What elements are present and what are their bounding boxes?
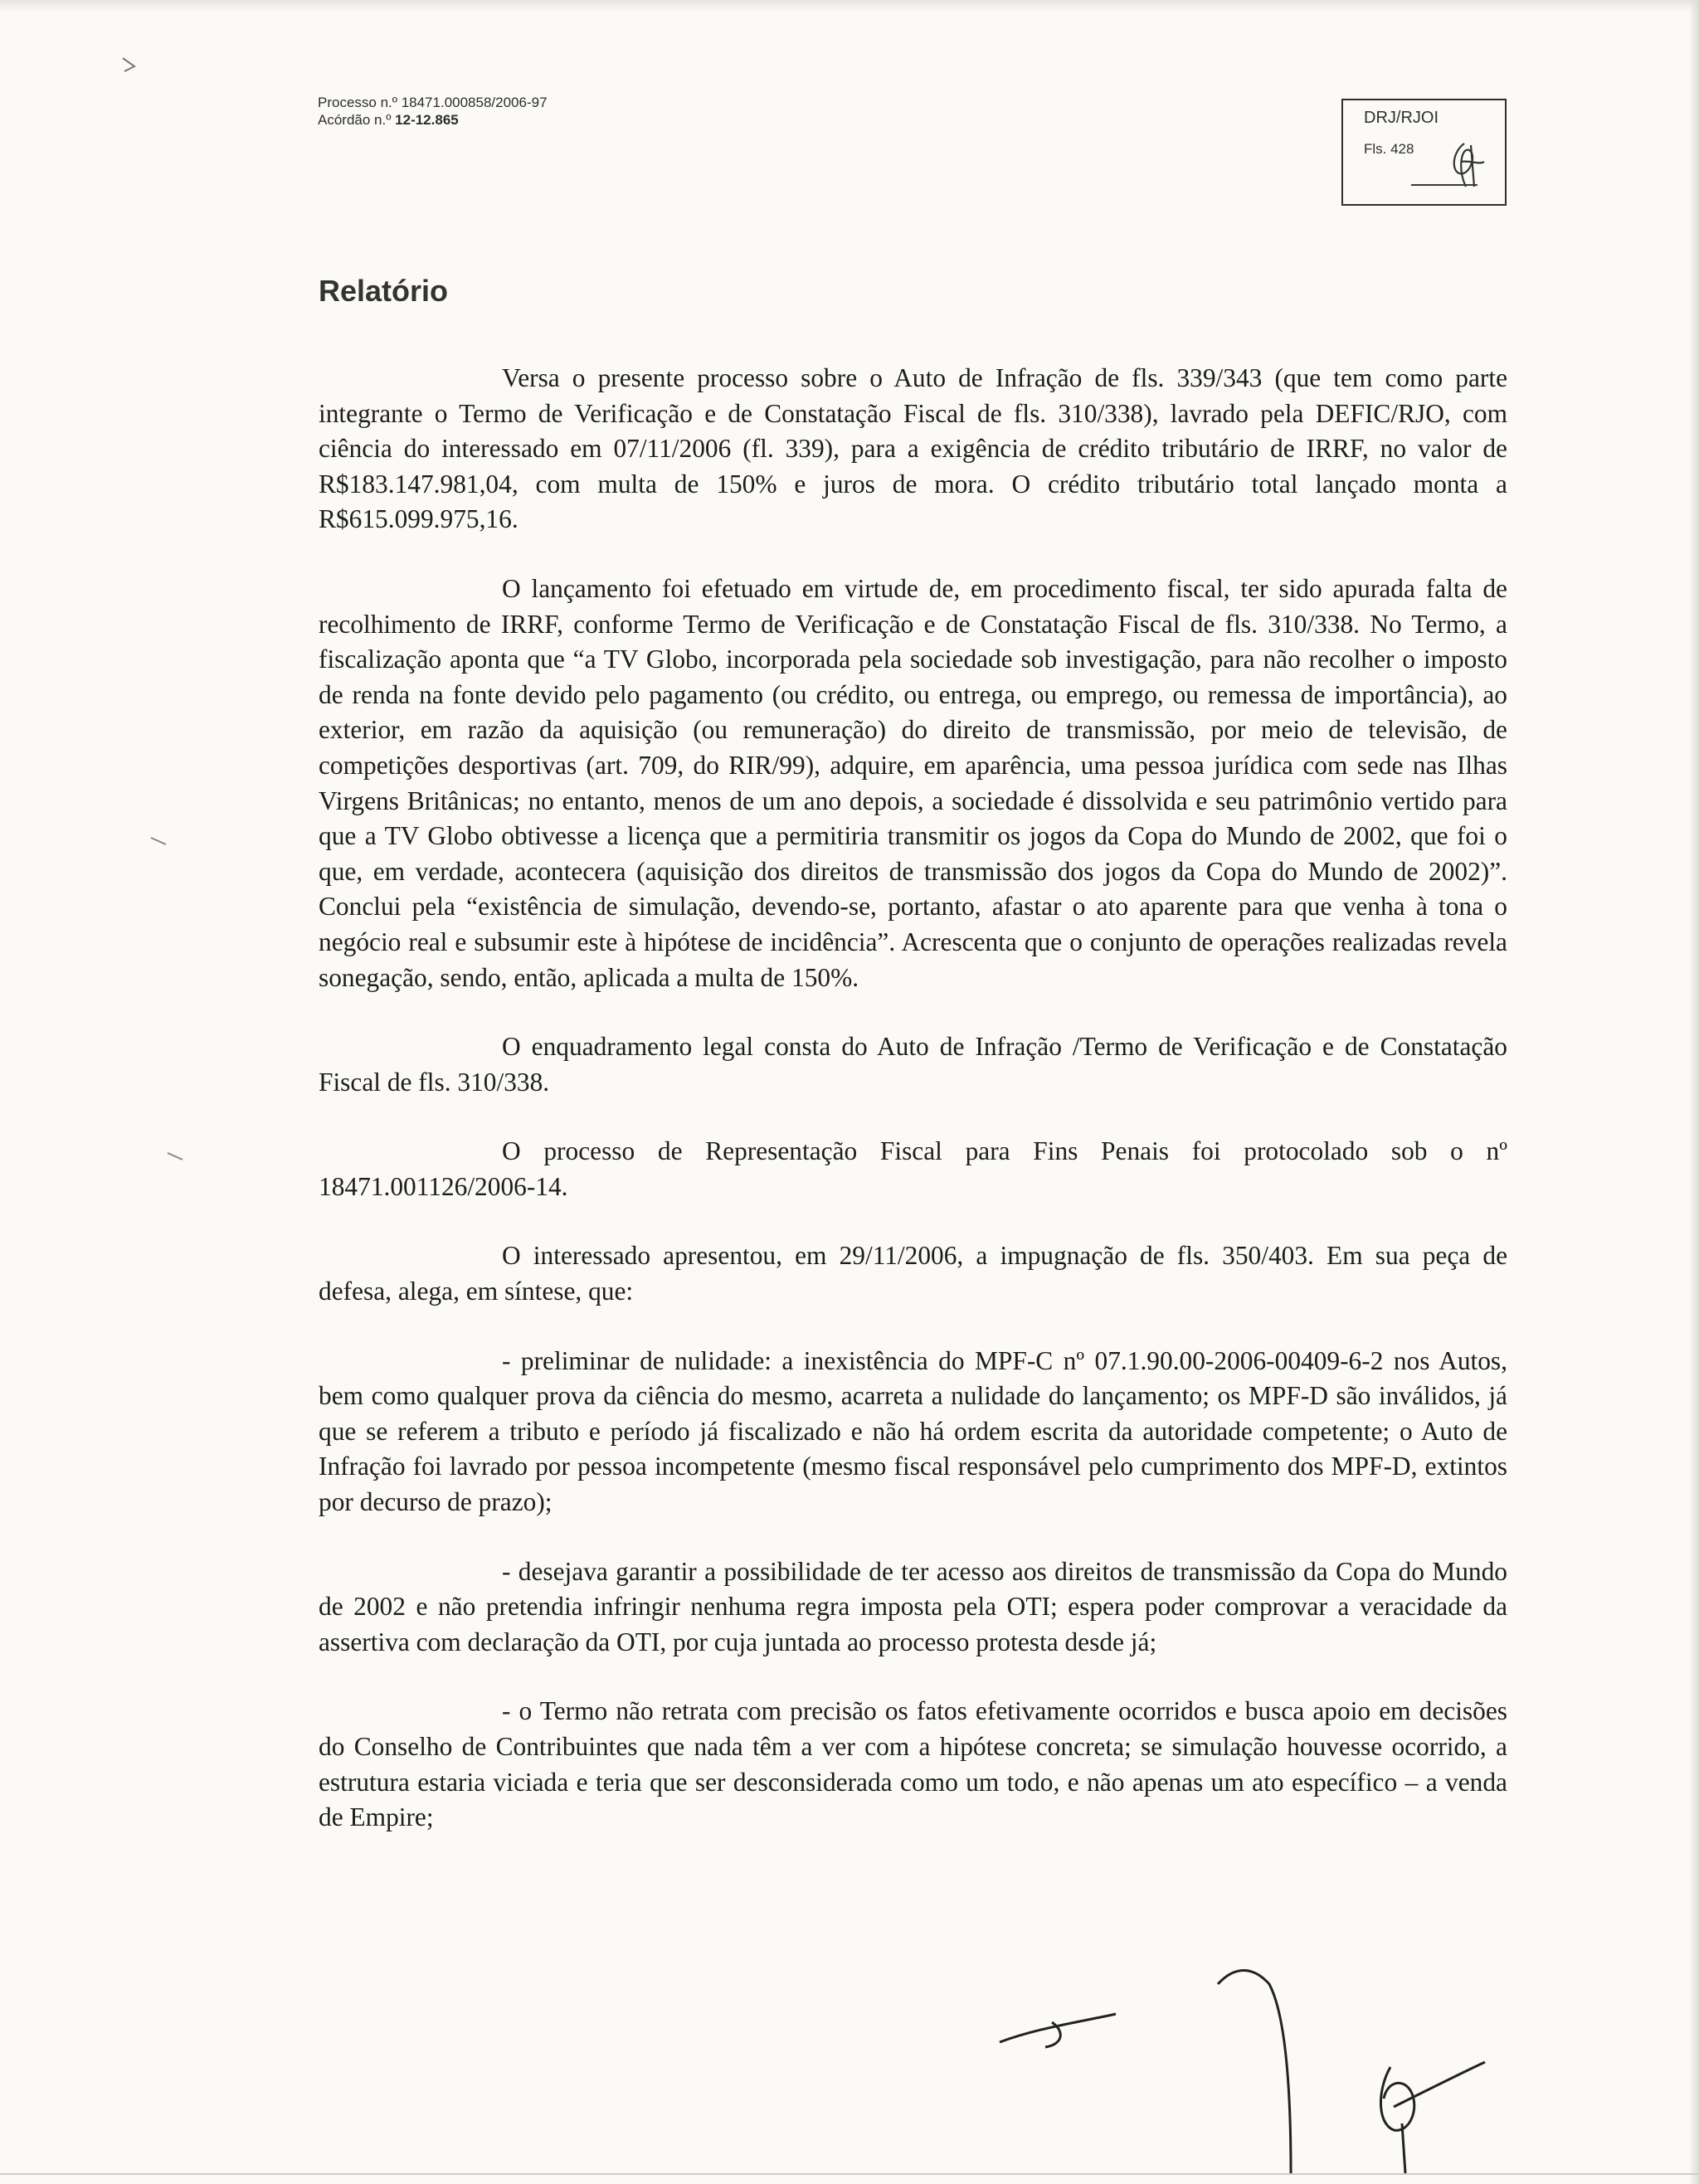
paragraph-impugnation: O interessado apresentou, em 29/11/2006, a impugnação de fls. 350/403. Em sua peça de defesa, alega, em síntese, que: (319, 1241, 1507, 1306)
stamp-signature-line (1411, 184, 1477, 186)
argument-broadcast-rights: - desejava garantir a possibilidade de ter acesso aos direitos de transmissão da Copa do Mundo de 2002 e não pretendia infringir nenhuma regra imposta pela OTI; espera poder comprovar a veracidade da assertiva com declaração da OTI, por cuja juntada ao processo protesta desde já; (319, 1556, 1507, 1656)
process-number: Processo n.º 18471.000858/2006-97 (318, 95, 548, 110)
paragraph-assessment: O lançamento foi efetuado em virtude de, em procedimento fiscal, ter sido apurada falta de recolhimento de IRRF, conforme Termo de Verificação e de Constatação Fiscal de fls. 310/338. No Termo, a fiscalização aponta que “a TV Globo, incorporada pela sociedade sob investigação, para não recolher o imposto de renda na fonte devido pelo pagamento (ou crédito, ou entrega, ou emprego, ou remessa de importância), ao exterior, em razão da aquisição (ou remuneração) do direito de transmissão, por meio de televisão, de competições desportivas (art. 709, do RIR/99), adquire, em aparência, uma pessoa jurídica com sede nas Ilhas Virgens Britânicas; no entanto, menos de um ano depois, a sociedade é dissolvida e seu patrimônio vertido para que a TV Globo obtivesse a licença que a permitiria transmitir os jogos da Copa do Mundo de 2002, que foi o que, em verdade, acontecera (aquisição dos direitos de transmissão dos jogos da Copa do Mundo de 2002)”. Conclui pela “existência de simulação, devendo-se, portanto, afastar o ato aparente para que venha à tona o negócio real e subsumir este à hipótese de incidência”. Acrescenta que o conjunto de operações realizadas revela sonegação, sendo, então, aplicada a multa de 150%. (319, 573, 1507, 992)
document-header (318, 94, 548, 129)
acordao-number (318, 111, 548, 129)
scan-top-edge (0, 0, 1699, 12)
acordao-value: 12-12.865 (395, 112, 459, 128)
scan-mark-top-left-icon (123, 58, 134, 71)
rubric-left-icon (1000, 2014, 1116, 2047)
paragraph-criminal-representation: O processo de Representação Fiscal para Fins Penais foi protocolado sob o nº 18471.001126/2006-14. (319, 1136, 1507, 1201)
folio-stamp (1341, 99, 1507, 206)
section-title: Relatório (319, 274, 449, 308)
paragraph-infraction: Versa o presente processo sobre o Auto de Infração de fls. 339/343 (que tem como parte integrante o Termo de Verificação e de Constatação Fiscal de fls. 310/338), lavrado pela DEFIC/RJO, com ciência do interessado em 07/11/2006 (fl. 339), para a exigência de crédito tributário de IRRF, no valor de R$183.147.981,04, com multa de 150% e juros de mora. O crédito tributário total lançado monta a R$615.099.975,16. (319, 363, 1507, 534)
scan-right-edge (1689, 0, 1699, 2184)
paragraph-legal-basis: O enquadramento legal consta do Auto de Infração /Termo de Verificação e de Constatação Fiscal de fls. 310/338. (319, 1032, 1507, 1097)
stamp-initials-icon (1436, 137, 1494, 195)
scan-mark-left-1-icon (151, 838, 166, 844)
acordao-prefix: Acórdão n.º (318, 112, 396, 128)
rubric-middle-icon (1218, 1970, 1291, 2173)
scan-mark-left-2-icon (168, 1153, 183, 1160)
scan-bottom-edge (0, 2173, 1699, 2175)
stamp-unit: DRJ/RJOI (1364, 109, 1439, 127)
argument-simulation: - o Termo não retrata com precisão os fatos efetivamente ocorridos e busca apoio em decisões do Conselho de Contribuintes que nada têm a ver com a hipótese concreta; se simulação houvesse ocorrido, a estrutura estaria viciada e teria que ser desconsiderada como um todo, e não apenas um ato específico – a venda de Empire; (319, 1696, 1507, 1832)
report-body (319, 361, 1507, 1870)
argument-nullity: - preliminar de nulidade: a inexistência do MPF-C nº 07.1.90.00-2006-00409-6-2 nos Autos, bem como qualquer prova da ciência do mesmo, acarreta a nulidade do lançamento; os MPF-D são inválidos, já que se referem a tributo e período já fiscalizado e não há ordem escrita da autoridade competente; o Auto de Infração foi lavrado por pessoa incompetente (mesmo fiscal responsável pelo cumprimento dos MPF-D, extintos por decurso de prazo); (319, 1345, 1507, 1517)
stamp-folio: Fls. 428 (1364, 141, 1414, 157)
rubric-right-icon (1380, 2062, 1485, 2173)
